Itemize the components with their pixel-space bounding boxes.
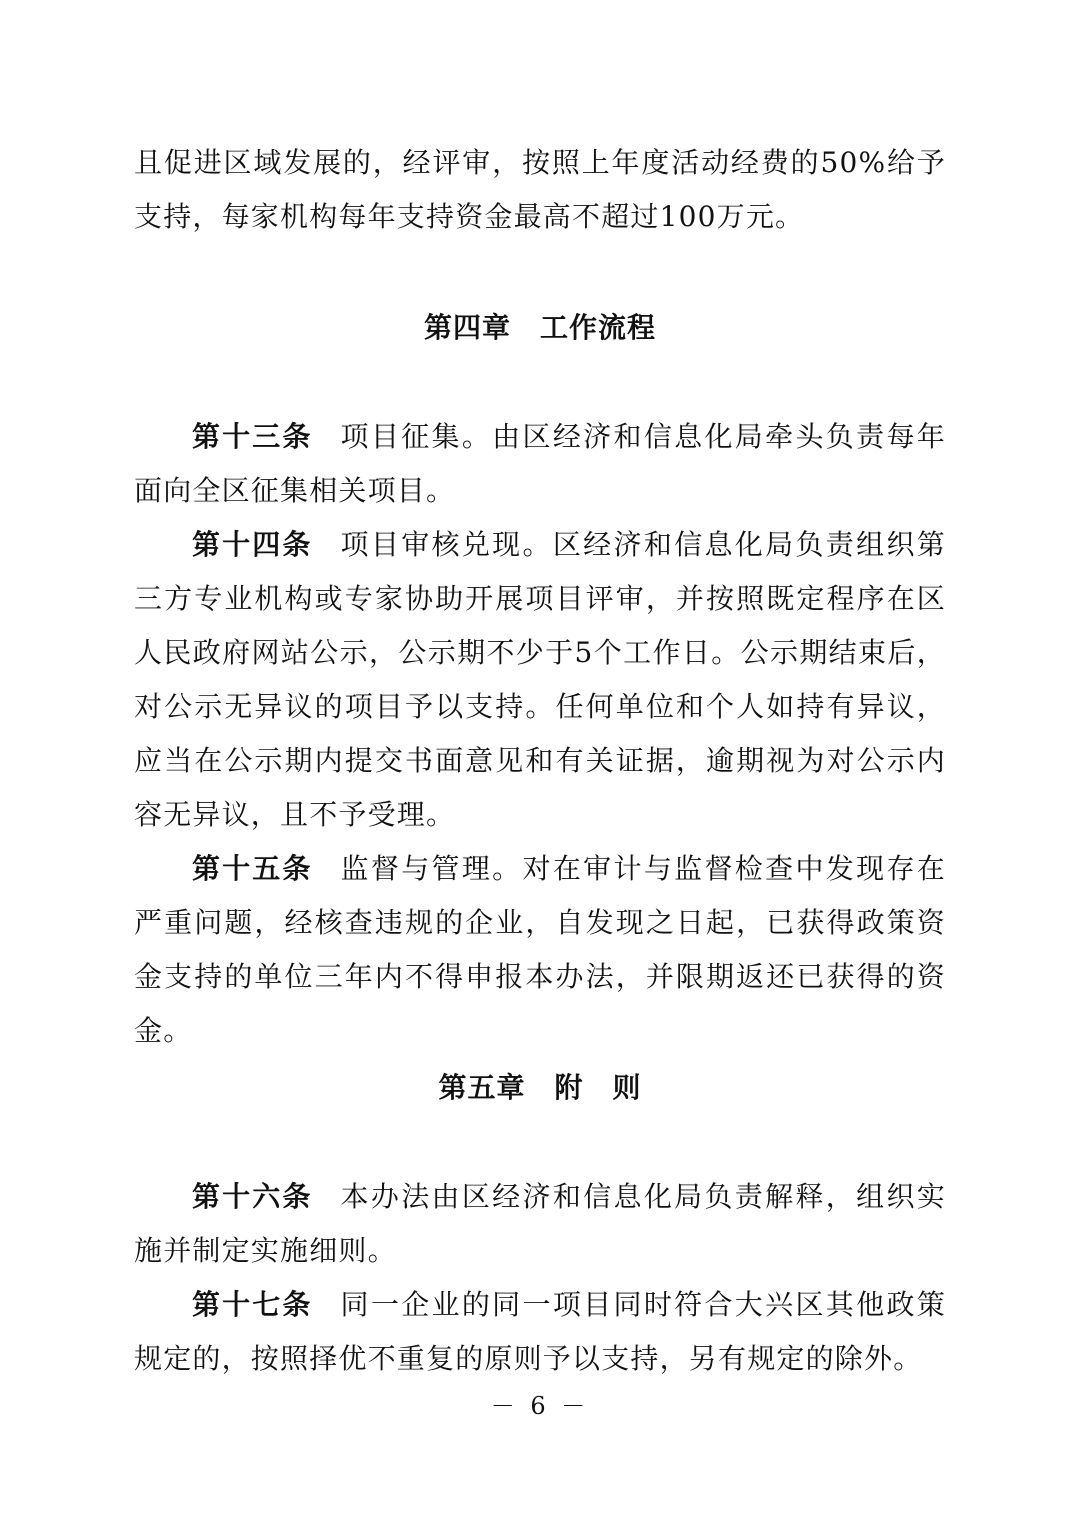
article-13-label: 第十三条 bbox=[192, 420, 313, 453]
chapter-5-body bbox=[134, 1170, 946, 1386]
article-13-text: 项目征集。由区经济和信息化局牵头负责每年面向全区征集相关项目。 bbox=[134, 420, 946, 507]
page-number: － 6 － bbox=[490, 1392, 590, 1420]
article-14-label: 第十四条 bbox=[192, 528, 313, 561]
top-paragraph: 且促进区域发展的，经评审，按照上年度活动经费的50%给予支持，每家机构每年支持资金最高不超过100万元。 bbox=[134, 146, 946, 233]
article-17 bbox=[134, 1278, 946, 1386]
chapter-4-title: 第四章 工作流程 bbox=[423, 311, 656, 344]
article-13 bbox=[134, 410, 946, 518]
article-16-text: 本办法由区经济和信息化局负责解释，组织实施并制定实施细则。 bbox=[134, 1180, 946, 1267]
chapter-5-title: 第五章 附 则 bbox=[438, 1071, 642, 1104]
article-15-text: 监督与管理。对在审计与监督检查中发现存在严重问题，经核查违规的企业，自发现之日起，已获得政策资金支持的单位三年内不得申报本办法，并限期返还已获得的资金。 bbox=[134, 852, 946, 1047]
article-16-label: 第十六条 bbox=[192, 1180, 313, 1213]
chapter-4-body bbox=[134, 410, 946, 1058]
article-15 bbox=[134, 842, 946, 1058]
top-paragraph-block bbox=[134, 136, 946, 244]
article-14 bbox=[134, 518, 946, 842]
article-17-text: 同一企业的同一项目同时符合大兴区其他政策规定的，按照择优不重复的原则予以支持，另有规定的除外。 bbox=[134, 1288, 946, 1375]
article-15-label: 第十五条 bbox=[192, 852, 313, 885]
article-16 bbox=[134, 1170, 946, 1278]
article-14-text: 项目审核兑现。区经济和信息化局负责组织第三方专业机构或专家协助开展项目评审，并按照既定程序在区人民政府网站公示，公示期不少于5个工作日。公示期结束后，对公示无异议的项目予以支持。任何单位和个人如持有异议，应当在公示期内提交书面意见和有关证据，逾期视为对公示内容无异议，且不予受理。 bbox=[134, 528, 946, 831]
article-17-label: 第十七条 bbox=[192, 1288, 313, 1321]
